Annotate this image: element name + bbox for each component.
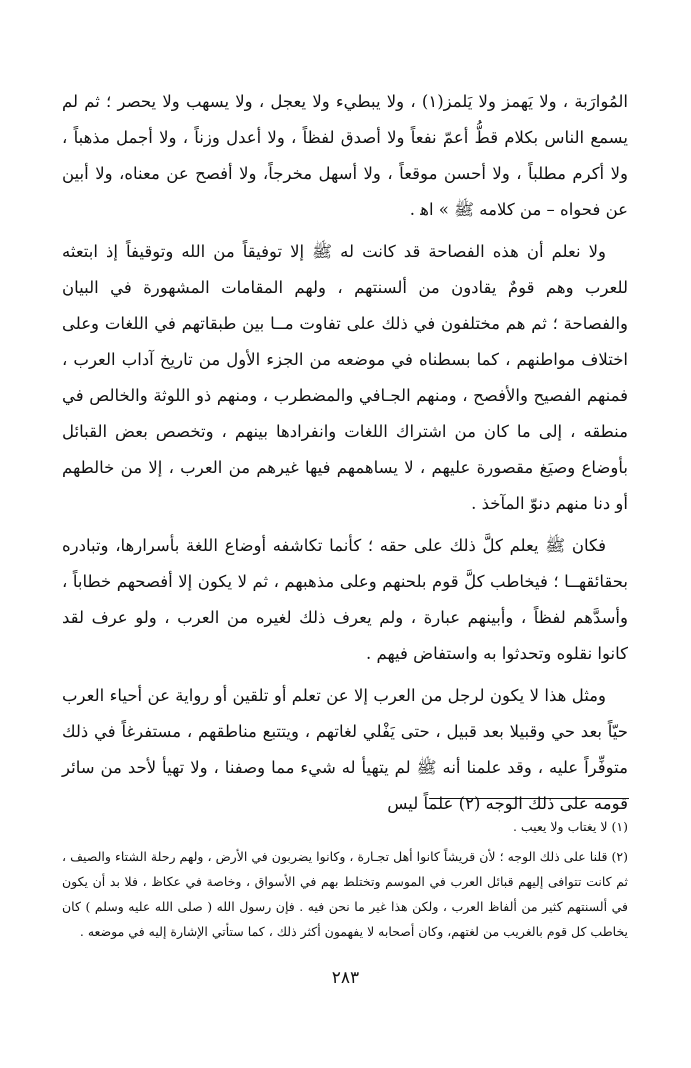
footnote-divider [429,798,629,799]
paragraph-dialects: فكان ﷺ يعلم كلَّ ذلك على حقه ؛ كأنما تكاشفه أوضاع اللغة بأسرارها، وتبادره بحقائقهــا ؛ فيخاطب كلَّ قوم بلحنهم وعلى مذهبهم ، ثم لا يكون إلا أفصحهم خطاباً ، وأسدَّهم لفظاً ، وأبينهم عبارة ، ولم يعرف ذلك لغيره من العرب ، ولو عرف لقد كانوا نقلوه وتحدثوا به واستفاض فيهم . [62,536,628,663]
paragraph-continuation: المُوارَبة ، ولا يَهمز ولا يَلمز(١) ، ولا يبطيء ولا يعجل ، ولا يسهب ولا يحصر ؛ ثم لم يسمع الناس بكلام قطُّ أعمّ نفعاً ولا أصدق لفظاً ، ولا أعدل وزناً ، ولا أجمل مذهباً ، ولا أكرم مطلباً ، ولا أحسن موقعاً ، ولا أسهل مخرجاً، ولا أفصح عن معناه، ولا أبين عن فحواه – من كلامه ﷺ » اﻫ . [62,92,629,219]
paragraph-eloquence: ولا نعلم أن هذه الفصاحة قد كانت له ﷺ إلا توفيقاً من الله وتوقيفاً إذ ابتعثه للعرب وهم قومٌ يقادون من ألسنتهم ، ولهم المقامات المشهورة في البيان والفصاحة ؛ ثم هم مختلفون في ذلك على تفاوت مــا بين طبقاتهم في اللغات وعلى اختلاف مواطنهم ، كما بسطناه في موضعه من الجزء الأول من تاريخ آداب العرب ، فمنهم الفصيح والأفصح ، ومنهم الجـافي والمضطرب ، ومنهم ذو اللوثة والخالص في منطقه ، إلى ما كان من اشتراك اللغات وانفرادها بينهم ، وتخصص بعض القبائل بأوضاع وصيَغ مقصورة عليهم ، لا يساهمهم فيها غيرهم من العرب ، إلا من خالطهم أو دنا منهم دنوّ المآخذ . [62,242,628,513]
page-number: ٢٨٣ [331,968,360,988]
footnotes [62,814,628,944]
footnote-1: (١) لا يغتاب ولا يعيب . [512,819,628,834]
main-text [62,84,628,822]
footnote-2: (٢) قلنا على ذلك الوجه ؛ لأن قريشاً كانوا أهل تجـارة ، وكانوا يضربون في الأرض ، ولهم رحلة الشتاء والصيف ، ثم كانت تتوافى إليهم قبائل العرب في الموسم وتختلط بهم في الأسواق ، وخاصة في عكاظ ، فلا بد أن يكون في ألسنتهم كثير من ألفاظ العرب ، ولكن هذا غير ما نحن فيه . فإن رسول الله ( صلى الله عليه وسلم ) كان يخاطب كل قوم بالغريب من لغتهم، وكان أصحابه لا يفهمون أكثر ذلك ، كما ستأتي الإشارة إليه في موضعه . [62,849,628,939]
paragraph-learning: ومثل هذا لا يكون لرجل من العرب إلا عن تعلم أو تلقين أو رواية عن أحياء العرب حيّاً بعد حي وقبيلا بعد قبيل ، حتى يَفْلي لغاتهم ، ويتتبع مناطقهم ، مستفرغاً في ذلك متوفِّراً عليه ، وقد علمنا أنه ﷺ لم يتهيأ له شيء مما وصفنا ، ولا تهيأ لأحد من سائر قومه على ذلك الوجه (٢) علماً ليس [62,686,628,813]
